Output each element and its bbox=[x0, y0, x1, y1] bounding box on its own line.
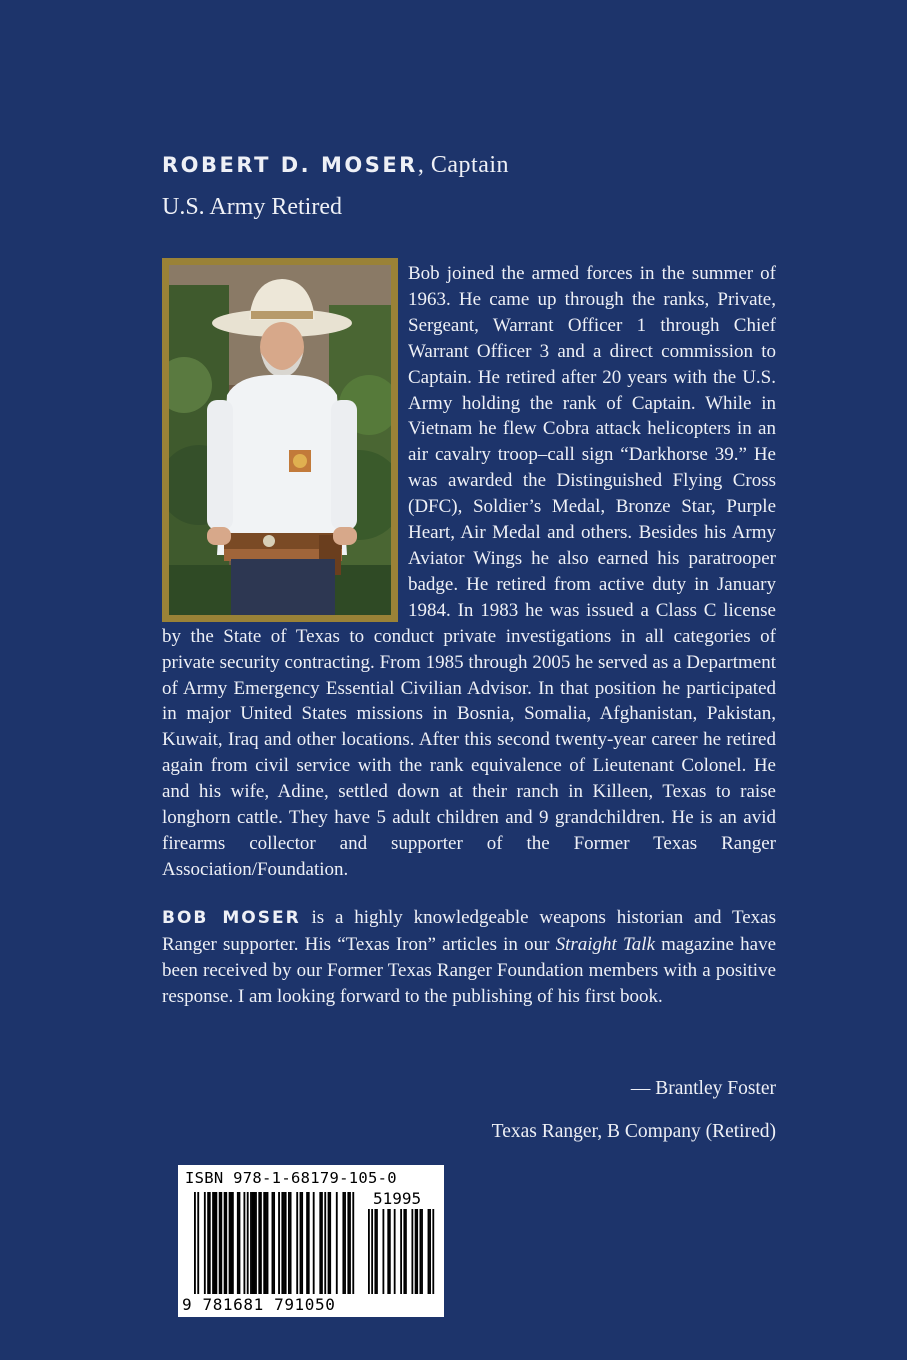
endorsement-text-before: is a highly knowledgeable weapons historian and Texas Ranger supporter. His “Texas Iron” articles in our bbox=[162, 907, 776, 955]
barcode-bar bbox=[352, 1192, 354, 1294]
barcode-bar bbox=[290, 1192, 292, 1294]
barcode-bar bbox=[344, 1192, 346, 1294]
barcode-bar bbox=[252, 1192, 254, 1294]
barcode-bar bbox=[212, 1192, 214, 1294]
barcode-bar bbox=[232, 1192, 234, 1294]
barcode-bar bbox=[263, 1192, 265, 1294]
barcode-bar bbox=[204, 1192, 206, 1294]
barcode-bar bbox=[376, 1209, 378, 1294]
barcode-bar bbox=[285, 1192, 287, 1294]
barcode-bar bbox=[267, 1192, 269, 1294]
barcode-bar bbox=[319, 1192, 321, 1294]
barcode-bar bbox=[207, 1192, 209, 1294]
barcode-bar bbox=[387, 1209, 389, 1294]
barcode-bar bbox=[296, 1192, 298, 1294]
barcode-bar bbox=[209, 1192, 211, 1294]
barcode-bar bbox=[272, 1192, 274, 1294]
barcode-bar bbox=[416, 1209, 418, 1294]
signature-title: Texas Ranger, B Company (Retired) bbox=[491, 1121, 776, 1142]
barcode-bar bbox=[347, 1192, 349, 1294]
barcode-bar bbox=[197, 1192, 199, 1294]
barcode-bar bbox=[306, 1192, 308, 1294]
barcode-bar bbox=[405, 1209, 407, 1294]
barcode-bar bbox=[219, 1192, 221, 1294]
signature-author: — Brantley Foster bbox=[630, 1078, 776, 1099]
barcode-bar bbox=[220, 1192, 222, 1294]
barcode-bar bbox=[432, 1209, 434, 1294]
endorsement-text-after: magazine have been received by our Former Texas Ranger Foundation members with a positive response. I am looking forward to the publishing of his first book. bbox=[162, 933, 777, 1007]
barcode-bar bbox=[429, 1209, 431, 1294]
endorsement-paragraph bbox=[162, 905, 776, 1010]
barcode-bar bbox=[255, 1192, 257, 1294]
barcode-bar bbox=[253, 1192, 255, 1294]
barcode-bar bbox=[428, 1209, 430, 1294]
barcode-bar bbox=[313, 1192, 315, 1294]
barcode-bar bbox=[336, 1192, 338, 1294]
barcode-bar bbox=[321, 1192, 323, 1294]
barcode-bar bbox=[214, 1192, 216, 1294]
ean-number: 9 781681 791050 bbox=[182, 1295, 336, 1314]
barcode-bar bbox=[283, 1192, 285, 1294]
barcode-bar bbox=[371, 1209, 373, 1294]
isbn-number: ISBN 978-1-68179-105-0 bbox=[185, 1169, 397, 1187]
author-name: ROBERT D. MOSER bbox=[162, 153, 418, 177]
bio-text: Bob joined the armed forces in the summer of 1963. He came up through the ranks, Private, Sergeant, Warrant Officer 1 through Chief Warrant Officer 3 and a direct commission to Captain. He retired after 20 years with the U.S. Army holding the rank of Captain. While in Vietnam he flew Cobra attack helicopters in an air cavalry troop–call sign “Darkhorse 39.” He was awarded the Distinguished Flying Cross (DFC), Soldier’s Medal, Bronze Star, Purple Heart, Air Medal and others. Besides his Army Aviator Wings he also earned his paratrooper badge. He retired from active duty in January 1984. In 1983 he was issued a Class C license by the State of Texas to conduct private investigations in all categories of private security contracting. From 1985 through 2005 he served as a Department of Army Emergency Essential Civilian Advisor. In that position he participated in major United States missions in Bosnia, Somalia, Afghanistan, Pakistan, Kuwait, Iraq and other locations. After this second twenty-year career he retired again from civil service with the rank equivalence of Lieutenant Colonel. He and his wife, Adine, settled down at their ranch in Killeen, Texas to raise longhorn cattle. They have 5 adult children and 9 grandchildren. He is an avid firearms collector and supporter of the Former Texas Ranger Association/Foundation. bbox=[162, 263, 776, 880]
barcode-bar bbox=[215, 1192, 217, 1294]
barcode-bar bbox=[243, 1192, 245, 1294]
author-rank: , Captain bbox=[417, 152, 510, 178]
barcode-bar bbox=[368, 1209, 370, 1294]
barcode-bar bbox=[382, 1209, 384, 1294]
barcode-bar bbox=[273, 1192, 275, 1294]
barcode-bar bbox=[194, 1192, 196, 1294]
barcode-bar bbox=[324, 1192, 326, 1294]
author-subtitle: U.S. Army Retired bbox=[162, 194, 342, 220]
barcode-bar bbox=[239, 1192, 241, 1294]
barcode-bar bbox=[288, 1192, 290, 1294]
barcode-bar bbox=[230, 1192, 232, 1294]
endorsement-name: BOB MOSER bbox=[162, 908, 301, 928]
bio-paragraph bbox=[162, 261, 776, 883]
isbn-barcode bbox=[178, 1165, 444, 1317]
barcode-bar bbox=[403, 1209, 405, 1294]
barcode-bar bbox=[224, 1192, 226, 1294]
barcode-bar bbox=[400, 1209, 402, 1294]
barcode-bar bbox=[411, 1209, 413, 1294]
barcode-bar bbox=[225, 1192, 227, 1294]
barcode-bar bbox=[247, 1192, 249, 1294]
barcode-bar bbox=[394, 1209, 396, 1294]
barcode-bar bbox=[329, 1192, 331, 1294]
barcode-bar bbox=[229, 1192, 231, 1294]
barcode-bar bbox=[258, 1192, 260, 1294]
barcode-bar bbox=[278, 1192, 280, 1294]
barcode-bar bbox=[328, 1192, 330, 1294]
barcode-bar bbox=[389, 1209, 391, 1294]
price-code: 51995 bbox=[373, 1189, 422, 1208]
barcode-bar bbox=[250, 1192, 252, 1294]
barcode-bar bbox=[421, 1209, 423, 1294]
barcode-bar bbox=[260, 1192, 262, 1294]
barcode-bar bbox=[349, 1192, 351, 1294]
barcode-bar bbox=[237, 1192, 239, 1294]
barcode-bar bbox=[374, 1209, 376, 1294]
barcode-bar bbox=[420, 1209, 422, 1294]
barcode-bar bbox=[301, 1192, 303, 1294]
barcode-bar bbox=[281, 1192, 283, 1294]
barcode-bar bbox=[308, 1192, 310, 1294]
barcode-bar bbox=[342, 1192, 344, 1294]
magazine-title: Straight Talk bbox=[555, 933, 656, 955]
barcode-bar bbox=[300, 1192, 302, 1294]
barcode-bar bbox=[265, 1192, 267, 1294]
barcode-bar bbox=[415, 1209, 417, 1294]
author-heading bbox=[162, 152, 509, 179]
